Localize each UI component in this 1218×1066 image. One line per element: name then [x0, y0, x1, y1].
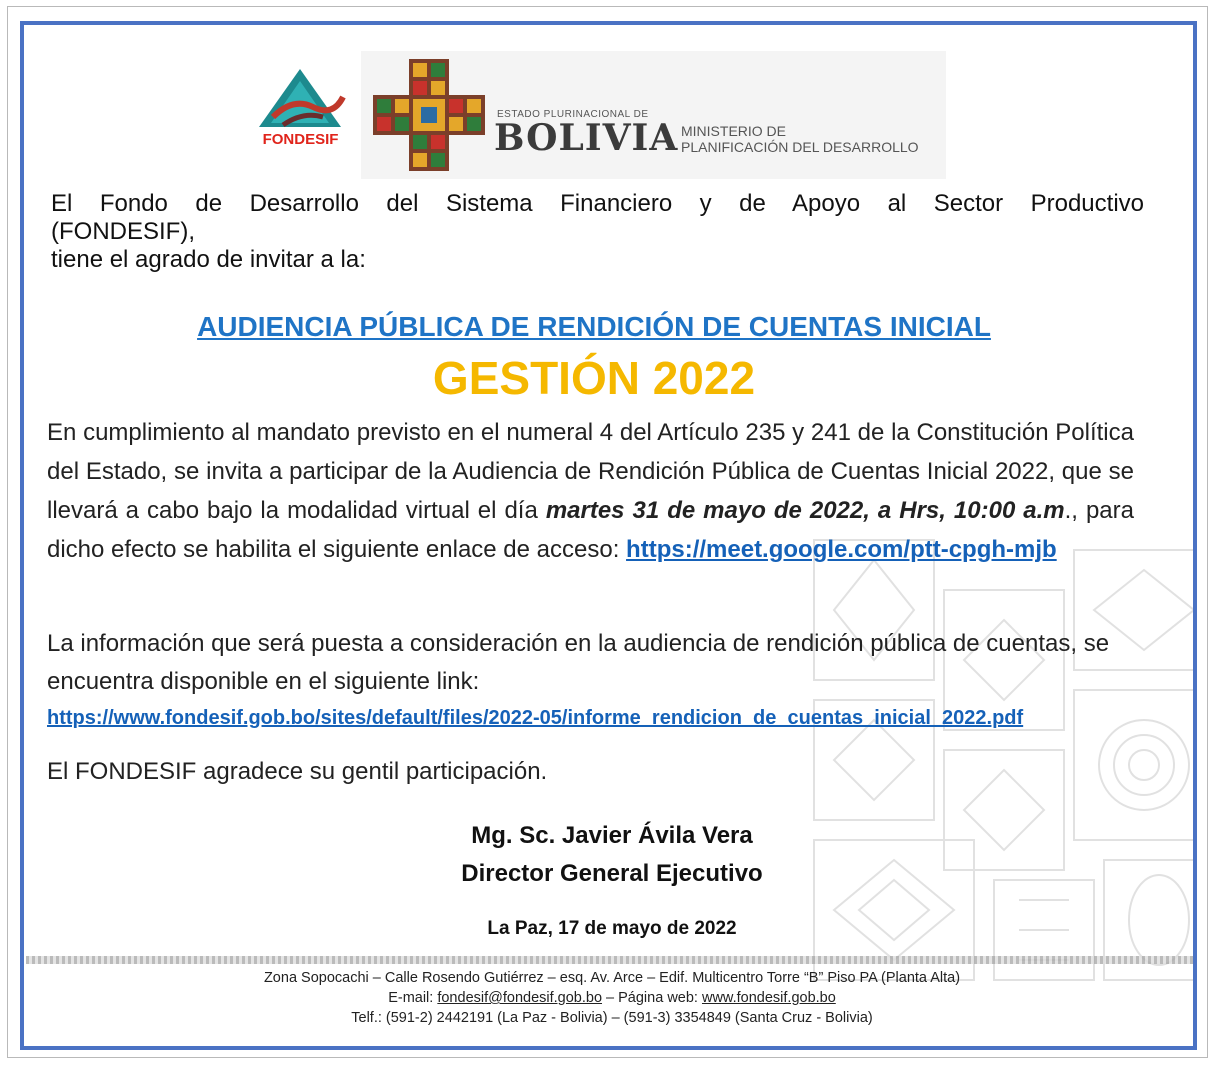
event-title: AUDIENCIA PÚBLICA DE RENDICIÓN DE CUENTAS INICIAL	[197, 311, 991, 342]
website-link[interactable]: www.fondesif.gob.bo	[701, 990, 836, 1006]
intro-line-3: tiene el agrado de invitar a la:	[51, 246, 366, 273]
invitation-frame	[20, 21, 1197, 1050]
information-paragraph: La información que será puesta a consideración en la audiencia de rendición pública de cuentas, se encuentra disponible en el siguiente link:	[47, 630, 1110, 695]
details-text-a: En cumplimiento al mandato previsto en el numeral 4 del Artículo 235 y 241 de la Constitución Política del Estado, se invita a participar de la Audiencia de Rendición Pública de Cuentas Inicial 2022, que se llevará a cabo bajo la modalidad virtual el día	[47, 419, 1134, 524]
signer-name: Mg. Sc. Javier Ávila Vera	[471, 822, 753, 849]
footer-divider	[26, 956, 1196, 964]
event-details-paragraph	[47, 413, 1134, 569]
ministerio-text	[681, 123, 919, 155]
thanks-text: El FONDESIF agradece su gentil participación.	[47, 758, 548, 785]
bolivia-wordmark: BOLIVIA	[494, 117, 679, 159]
report-pdf-link[interactable]: https://www.fondesif.gob.bo/sites/default/files/2022-05/informe_rendicion_de_cuentas_inicial_2022.pdf	[47, 707, 1024, 729]
estado-plurinacional-text: ESTADO PLURINACIONAL DE	[497, 109, 649, 120]
footer-contact	[24, 988, 1197, 1008]
document-date: La Paz, 17 de mayo de 2022	[487, 918, 737, 939]
signer-role: Director General Ejecutivo	[461, 860, 763, 887]
details-text-b: ., para dicho efecto se habilita el siguiente enlace de acceso:	[47, 497, 1134, 563]
bolivia-emblem-icon	[373, 59, 485, 171]
web-label: – Página web:	[602, 990, 702, 1006]
fondesif-logo	[253, 67, 348, 157]
footer-phones: Telf.: (591-2) 2442191 (La Paz - Bolivia) – (591-3) 3354849 (Santa Cruz - Bolivia)	[351, 1010, 873, 1026]
email-label: E-mail:	[388, 990, 438, 1006]
email-link[interactable]: fondesif@fondesif.gob.bo	[437, 990, 603, 1006]
ministerio-line-1: MINISTERIO DE	[681, 123, 787, 139]
fondesif-logo-text: FONDESIF	[262, 131, 339, 148]
signature-block	[24, 817, 1197, 893]
ministerio-line-2: PLANIFICACIÓN DEL DESARROLLO	[681, 139, 919, 155]
footer-address: Zona Sopocachi – Calle Rosendo Gutiérrez – esq. Av. Arce – Edif. Multicentro Torre “B” Piso PA (Planta Alta)	[263, 970, 961, 986]
government-banner	[361, 51, 946, 179]
footer	[24, 968, 1197, 1028]
gestion-title: GESTIÓN 2022	[432, 352, 756, 404]
intro-text	[51, 190, 1144, 274]
intro-line-2: (FONDESIF),	[51, 218, 195, 245]
fondesif-mountain-icon	[253, 67, 348, 131]
meet-link[interactable]: https://meet.google.com/ptt-cpgh-mjb	[626, 536, 1057, 563]
event-date-emphasis: martes 31 de mayo de 2022, a Hrs, 10:00 a.m	[545, 497, 1065, 524]
intro-line-1: El Fondo de Desarrollo del Sistema Financiero y de Apoyo al Sector Productivo	[51, 190, 1144, 217]
